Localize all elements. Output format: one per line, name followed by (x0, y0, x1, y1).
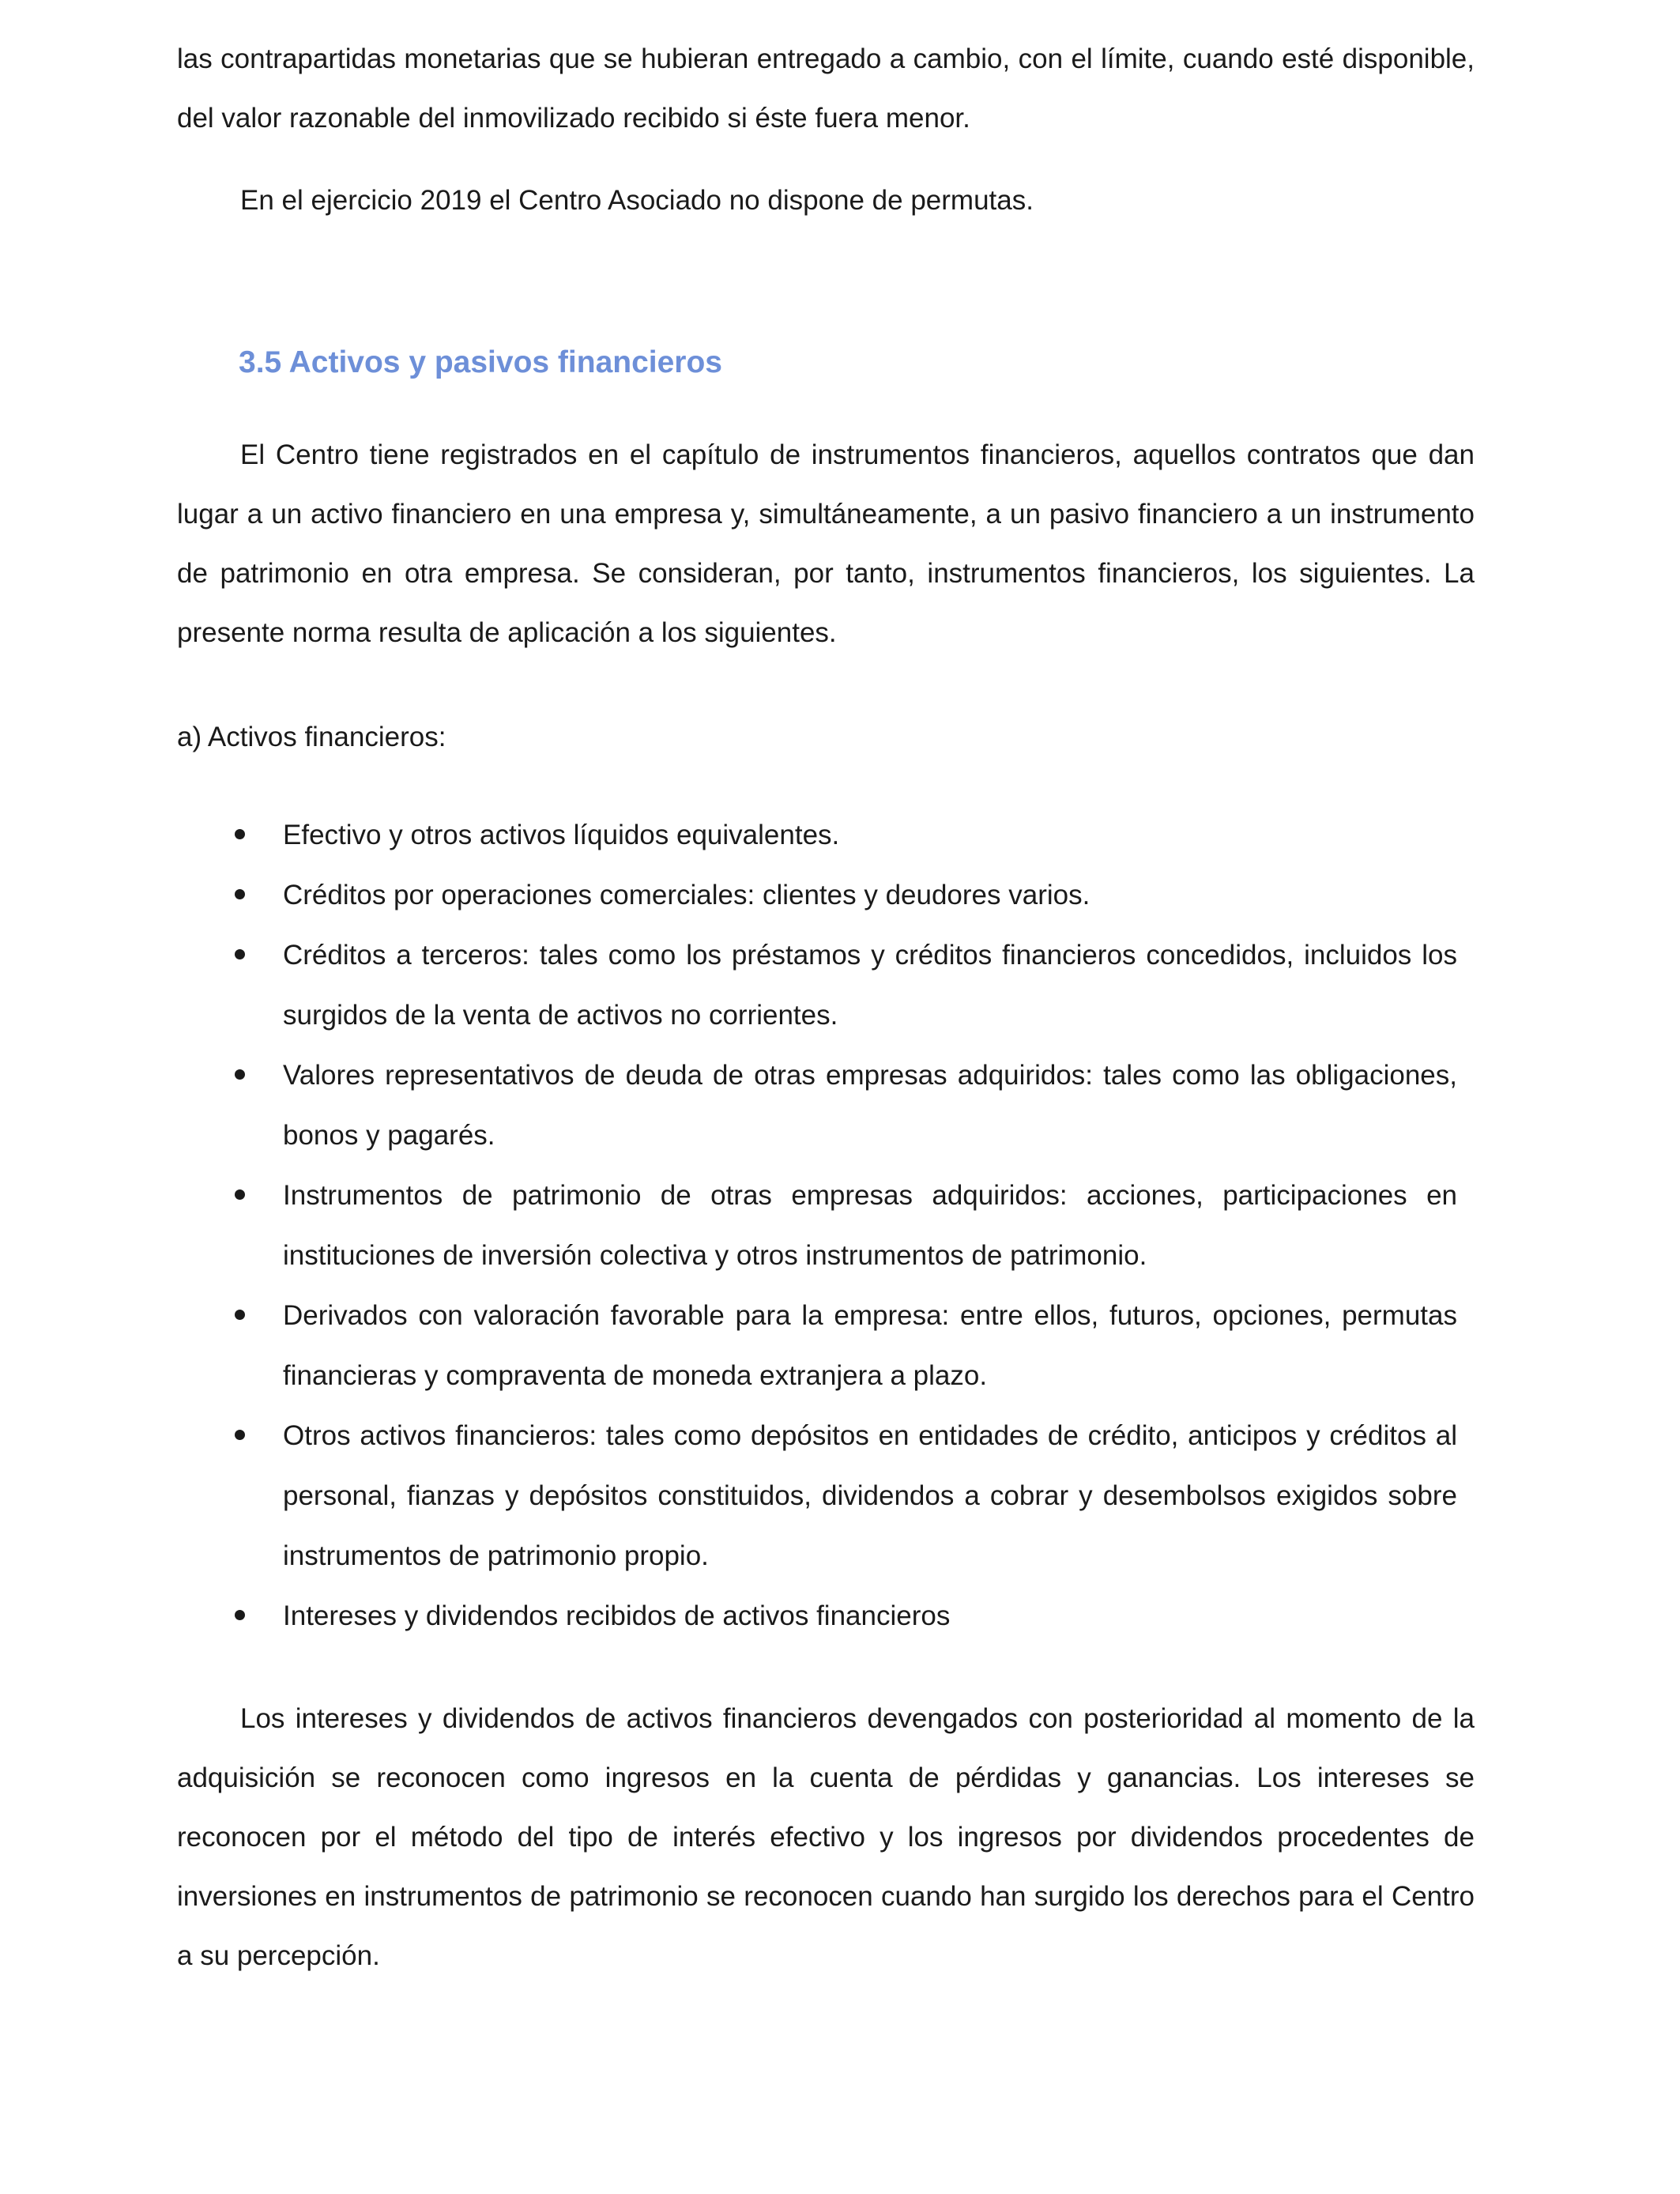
list-item (177, 1046, 1457, 1166)
bullet-icon (235, 1069, 245, 1080)
paragraph-intereses-dividendos: Los intereses y dividendos de activos financieros devengados con posterioridad al momento de la adquisición se reconocen como ingresos en la cuenta de pérdidas y ganancias. Los intereses se reconocen por el método del tipo de interés efectivo y los ingresos por dividendos procedentes de inversiones en instrumentos de patrimonio se reconocen cuando han surgido los derechos para el Centro a su percepción. (177, 1703, 1475, 1971)
list-item (177, 1406, 1457, 1586)
paragraph-instrumentos-financieros: El Centro tiene registrados en el capítulo de instrumentos financieros, aquellos contratos que dan lugar a un activo financiero en una empresa y, simultáneamente, a un pasivo financiero a un instrumento de patrimonio en otra empresa. Se consideran, por tanto, instrumentos financieros, los siguientes. La presente norma resulta de aplicación a los siguientes. (177, 439, 1475, 648)
list-item-text: Efectivo y otros activos líquidos equivalentes. (283, 820, 840, 850)
list-item-text: Créditos a terceros: tales como los préstamos y créditos financieros concedidos, incluidos los surgidos de la venta de activos no corrientes. (283, 940, 1457, 1031)
list-item (177, 925, 1457, 1046)
bullet-icon (235, 1430, 245, 1440)
list-item (177, 805, 1457, 865)
list-item (177, 1286, 1457, 1406)
activos-financieros-list (177, 805, 1457, 1646)
list-item-text: Otros activos financieros: tales como depósitos en entidades de crédito, anticipos y créditos al personal, fianzas y depósitos constituidos, dividendos a cobrar y desembolsos exigidos sobre instrumentos de patrimonio propio. (283, 1420, 1457, 1571)
list-item-text: Instrumentos de patrimonio de otras empresas adquiridos: acciones, participaciones en instituciones de inversión colectiva y otros instrumentos de patrimonio. (283, 1180, 1457, 1271)
bullet-icon (235, 1610, 245, 1620)
section-heading: 3.5 Activos y pasivos financieros (239, 345, 722, 379)
paragraph-permutas-continuation: las contrapartidas monetarias que se hubieran entregado a cambio, con el límite, cuando esté disponible, del valor razonable del inmovilizado recibido si éste fuera menor. (177, 43, 1475, 134)
list-item-text: Créditos por operaciones comerciales: clientes y deudores varios. (283, 880, 1090, 910)
bullet-icon (235, 889, 245, 899)
list-item (177, 1586, 1457, 1646)
paragraph-permutas-2019: En el ejercicio 2019 el Centro Asociado no dispone de permutas. (240, 185, 1034, 216)
bullet-icon (235, 1189, 245, 1200)
subheading-activos-financieros: a) Activos financieros: (177, 722, 446, 752)
list-item-text: Intereses y dividendos recibidos de activos financieros (283, 1600, 951, 1631)
list-item (177, 865, 1457, 925)
bullet-icon (235, 1310, 245, 1320)
list-item-text: Valores representativos de deuda de otras empresas adquiridos: tales como las obligaciones, bonos y pagarés. (283, 1060, 1457, 1151)
bullet-icon (235, 829, 245, 839)
list-item-text: Derivados con valoración favorable para la empresa: entre ellos, futuros, opciones, permutas financieras y compraventa de moneda extranjera a plazo. (283, 1300, 1457, 1391)
bullet-icon (235, 949, 245, 959)
list-item (177, 1166, 1457, 1286)
